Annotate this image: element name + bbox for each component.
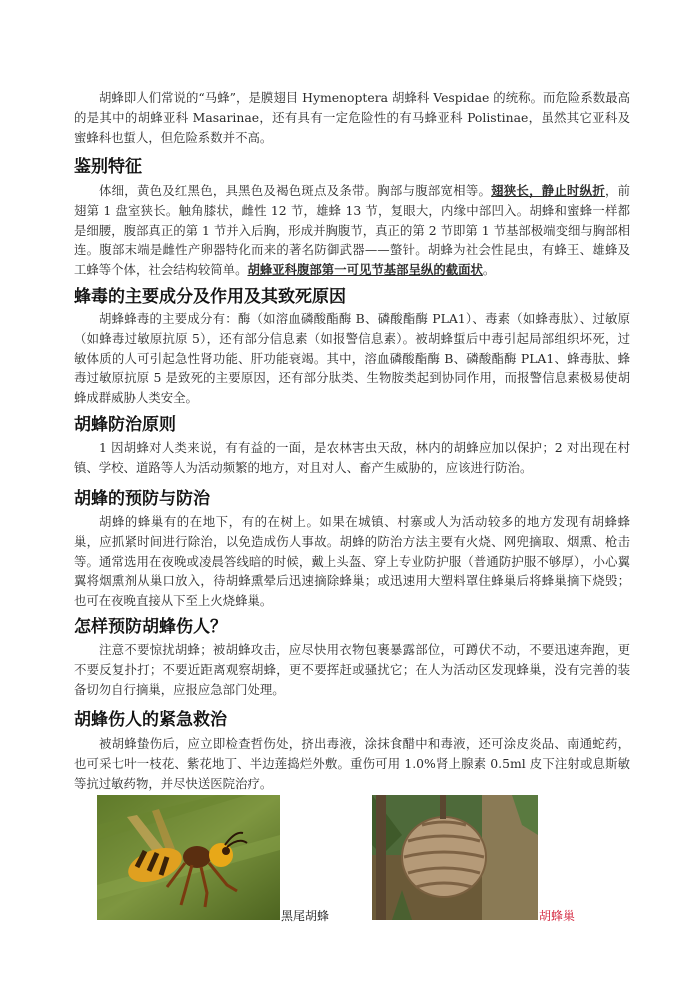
control-principles-paragraph: 1 因胡蜂对人类来说，有有益的一面，是农林害虫天敌，林内的胡蜂应加以保护；2 对出现在村镇、学校、道路等人为活动频繁的地方，对且对人、畜产生威胁的，应该进行防治。: [74, 440, 630, 475]
identification-emphasis-wings: 翅狭长，静止时纵折: [491, 183, 605, 198]
prevention-control-paragraph: 胡蜂的蜂巢有的在地下，有的在树上。如果在城镇、村寨或人为活动较多的地方发现有胡蜂蜂巢，应抓紧时间进行除治，以免造成伤人事故。胡蜂的防治方法主要有火烧、网兜摘取、烟熏、枪击等。通常选用在夜晚或凌晨答线暗的时候，戴上头盔、穿上专业防护服（普通防护服不够厚），小心翼翼将烟熏剂从巢口放入，待胡蜂熏晕后迅速摘除蜂巢；或迅速用大塑料罩住蜂巢后将蜂巢摘下烧毁；也可在夜晚直接从下至上火烧蜂巢。: [74, 514, 630, 609]
identification-text-b: ，前翅第 1 盘室狭长。触角膝状，雌性 12 节，雄蜂 13 节，复眼大，内缘中部凹入。胡蜂和蜜蜂一样都是细腰，腹部真正的第 1 节并入后胸，形成并胸腹节，真正的第 2 节即第 1 节基部极端变细与胸部相连。腹部末端是雌性产卵器特化而来的著名防御武器——螫针。胡蜂为社会性昆虫，有蜂王、雄蜂及工蜂等个体，社会结构较简单。: [74, 183, 631, 278]
hornet-caption: 黑尾胡蜂: [281, 909, 330, 923]
heading-avoid-stings: 怎样预防胡蜂伤人？: [74, 617, 227, 637]
nest-caption: 胡蜂巢: [539, 909, 576, 923]
first-aid-paragraph: 被胡蜂蛰伤后，应立即检查哲伤处，挤出毒液，涂抹食醋中和毒液，还可涂皮炎品、南通蛇药，也可采七叶一枝花、紫花地丁、半边莲捣烂外敷。重伤可用 1.0%肾上腺素 0.5ml 皮下注射或息斯敏等抗过敏药物，并尽快送医院治疗。: [74, 736, 630, 791]
heading-control-principles: 胡蜂防治原则: [74, 415, 176, 435]
venom-paragraph: 胡蜂蜂毒的主要成分有：酶（如溶血磷酸酯酶 B、磷酸酯酶 PLA1）、毒素（如蜂毒肽）、过敏原（如蜂毒过敏原抗原 5），还有部分信息素（如报警信息素）。被胡蜂蜇后中毒引起局部组织坏死，过敏体质的人可引起急性肾功能、肝功能衰竭。其中，溶血磷酸酯酶 B、磷酸酯酶 PLA1、蜂毒肽、蜂毒过敏原抗原 5 是致死的主要原因，还有部分肽类、生物胺类起到协同作用，而报警信息素极易使胡蜂成群威胁人类安全。: [74, 311, 630, 406]
identification-text-c: 。: [482, 262, 496, 278]
heading-identification: 鉴别特征: [74, 157, 142, 177]
hornet-nest-photo: [372, 795, 538, 920]
hornet-photo: [97, 795, 280, 920]
intro-paragraph: 胡蜂即人们常说的“马蜂”，是膜翅目 Hymenoptera 胡蜂科 Vespidae 的统称。而危险系数最高的是其中的胡蜂亚科 Masarinae，还有具有一定危险性的有马蜂亚科 Polistinae，虽然其它亚科及蜜蜂科也蜇人，但危险系数并不高。: [74, 90, 630, 145]
heading-prevention-control: 胡蜂的预防与防治: [74, 489, 210, 509]
heading-venom: 蜂毒的主要成分及作用及其致死原因: [74, 287, 346, 307]
identification-paragraph: [74, 181, 630, 280]
avoid-stings-paragraph: 注意不要惊扰胡蜂；被胡蜂攻击，应尽快用衣物包裹暴露部位，可蹲伏不动，不要迅速奔跑，更不要反复扑打；不要近距离观察胡蜂，更不要挥赶或骚扰它；在人为活动区发现蜂巢，没有完善的装备切勿自行摘巢，应报应急部门处理。: [74, 642, 630, 697]
heading-first-aid: 胡蜂伤人的紧急救治: [74, 710, 227, 730]
identification-text-a: 体细，黄色及红黑色，具黑色及褐色斑点及条带。胸部与腹部宽相等。: [99, 183, 492, 198]
identification-emphasis-abdomen: 胡蜂亚科腹部第一可见节基部呈纵的截面状: [247, 262, 483, 278]
